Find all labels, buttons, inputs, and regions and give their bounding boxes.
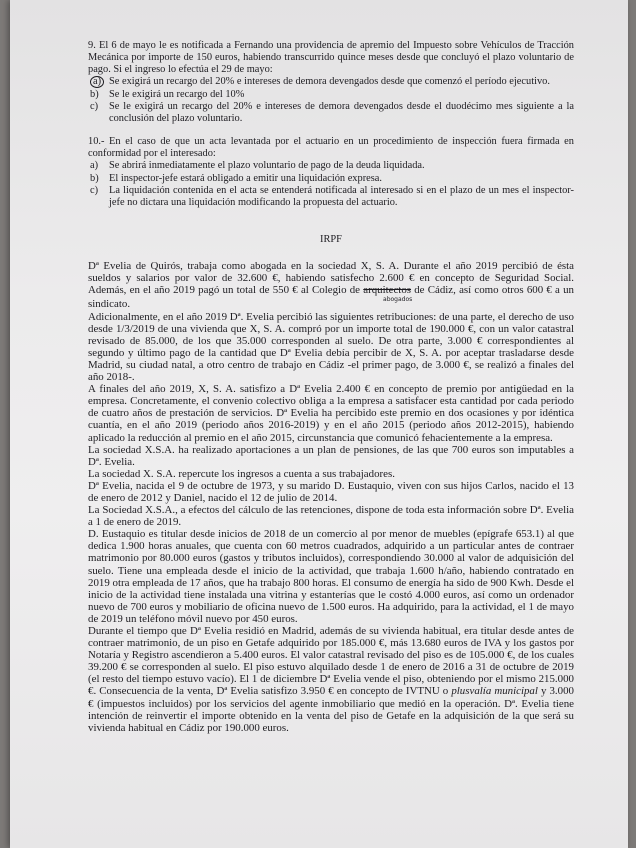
option-label: a) bbox=[90, 160, 99, 172]
option-text: Se exigirá un recargo del 20% e intereses de demora devengados desde que comenzó el período ejecutivo. bbox=[109, 76, 550, 88]
struck-word: arquitectos bbox=[363, 284, 412, 297]
italic-term: plusvalía municipal bbox=[451, 685, 538, 698]
case-paragraph-1 bbox=[88, 260, 574, 310]
case-paragraph-8: D. Eustaquio es titular desde inicios de 2018 de un comercio al por menor de muebles (epígrafe 653.1) al que dedica 1.900 horas anuales, que cuenta con 60 metros cuadrados, adquirido a un particular antes de contraer matrimonio por 80.000 euros (gastos y tributos incluidos), correspondiendo 30.000 al valor de adquisición del suelo. Tiene una empleada desde el inicio de la actividad, que trabaja 1.600 h/año, habiendo contratado en 2019 otra empleada de 17 años, que ha trabajo 800 horas. El consumo de energía ha sido de 900 Kwh. Desde el inicio de la actividad tiene instalada una vitrina y estanterías que le costó 4.000 euros, así como un ordenador nuevo de 700 euros y mobiliario de oficina nuevo de 1.500 euros. Ha adquirido, para la actividad, el 1 de mayo de 2019 un teléfono móvil nuevo por 450 euros. bbox=[88, 528, 574, 625]
case-text: Durante el tiempo que Dª Evelia residió en Madrid, además de su vivienda habitual, era titular desde antes de contraer matrimonio, de un piso en Getafe adquirido por 185.000 €, más 13.680 euros de IVA y los gastos por Notaría y Registro ascendieron a 5.400 euros. El valor catastral revisado del piso es de 105.000 €, de los cuales 39.200 € se corresponden al suelo. El piso estuvo alquilado desde 1 de enero de 2016 a 31 de octubre de 2019 (el resto del tiempo estuvo vacío). El 1 de diciembre Dª Evelia vende el piso, obteniendo por el mismo 215.000 €. Consecuencia de la venta, Dª Evelia satisfizo 3.950 € en concepto de IVTNU o bbox=[88, 625, 574, 698]
question-10-option-c bbox=[88, 185, 574, 209]
document-page bbox=[10, 0, 628, 848]
case-statement bbox=[88, 260, 574, 734]
option-text: La liquidación contenida en el acta se entenderá notificada al interesado si en el plazo de un mes el inspector-jefe no dictara una liquidación modificando la propuesta del actuario. bbox=[109, 184, 574, 208]
option-label: b) bbox=[90, 88, 99, 100]
question-9-text: 9. El 6 de mayo le es notificada a Fernando una providencia de apremio del Impuesto sobre Vehículos de Tracción Mecánica por importe de 150 euros, habiendo transcurrido quince meses desde que concluyó el plazo voluntario de pago. Si el ingreso lo efectúa el 29 de mayo: bbox=[88, 40, 574, 76]
question-10-text: 10.- En el caso de que un acta levantada por el actuario en un procedimiento de inspección fuera firmada en conformidad por el interesado: bbox=[88, 136, 574, 160]
case-paragraph-3: A finales del año 2019, X, S. A. satisfizo a Dª Evelia 2.400 € en concepto de premio por antigüedad en la empresa. Concretamente, el convenio colectivo obliga a la empresa a satisfacer esta cantidad por cada periodo de cuatro años de prestación de servicios. Dª Evelia ha percibido este premio en dos ocasiones y por idéntica cuantía, en el año 2019 (periodo años 2016-2019) y en el año 2015 (periodo años 2012-2015), habiendo aplicado la reducción al premio en el año 2015, circunstancia que comunicó fehacientemente a la empresa. bbox=[88, 383, 574, 444]
case-paragraph-2: Adicionalmente, en el año 2019 Dª. Evelia percibió las siguientes retribuciones: de una parte, el derecho de uso desde 1/3/2019 de una vivienda que X, S. A. compró por un importe total de 190.000 €, con un valor catastral revisado de 85.000, de los que 35.000 corresponden al suelo. De otra parte, 3.000 € correspondientes al segundo y último pago de la cantidad que Dª Evelia debía percibir de X, S. A. por aceptar trasladarse desde Madrid, su ciudad natal, a otro centro de trabajo en Cádiz -el primer pago, de 3.000 €, se realizó a finales del año 2018-. bbox=[88, 310, 574, 384]
question-10-option-a bbox=[88, 160, 574, 172]
question-10-option-b bbox=[88, 173, 574, 185]
option-label: c) bbox=[90, 184, 99, 196]
option-label-circled: a) bbox=[90, 76, 104, 88]
handwritten-correction: abogados bbox=[383, 296, 413, 304]
case-paragraph-5: La sociedad X. S.A. repercute los ingresos a cuenta a sus trabajadores. bbox=[88, 467, 395, 480]
question-9-option-a bbox=[88, 76, 574, 88]
case-paragraph-9 bbox=[88, 625, 574, 734]
question-9-option-c bbox=[88, 101, 574, 125]
option-text: Se le exigirá un recargo del 10% bbox=[109, 88, 245, 100]
option-text: El inspector-jefe estará obligado a emitir una liquidación expresa. bbox=[109, 172, 383, 184]
option-text: Se abrirá inmediatamente el plazo voluntario de pago de la deuda liquidada. bbox=[109, 160, 425, 172]
case-text: y 3.000 € (impuestos incluidos) por los servicios del agente inmobiliario que medió en la operación. Dª. Evelia tiene intención de reinvertir el importe obtenido en la venta del piso de Getafe en la adquisición de la que será su vivienda habitual en Cádiz por 190.000 euros. bbox=[88, 685, 574, 734]
question-9-option-b bbox=[88, 89, 574, 101]
option-text: Se le exigirá un recargo del 20% e intereses de demora devengados desde el duodécimo mes siguiente a la conclusión del plazo voluntario. bbox=[109, 100, 574, 124]
case-text: Dª Evelia de Quirós, trabaja como abogada en la sociedad X, S. A. Durante el año 2019 percibió de ésta sueldos y salarios por valor de 32.600 €, habiendo satisfecho 2.600 € en concepto de Seguridad Social. Además, en el año 2019 pagó un total de 550 € al Colegio de bbox=[88, 260, 574, 297]
case-text: de Cádiz, así como otros 600 € a un sindicato. bbox=[88, 284, 574, 311]
case-paragraph-4: La sociedad X.S.A. ha realizado aportaciones a un plan de pensiones, de las que 700 euros son imputables a Dª. Evelia. bbox=[88, 443, 574, 468]
document-text bbox=[88, 40, 574, 734]
option-label: b) bbox=[90, 172, 99, 184]
case-paragraph-6: Dª Evelia, nacida el 9 de octubre de 1973, y su marido D. Eustaquio, viven con sus hijos Carlos, nacido el 13 de enero de 2012 y Daniel, nacido el 12 de julio de 2014. bbox=[88, 479, 574, 504]
option-label: c) bbox=[90, 100, 99, 112]
case-paragraph-7: La Sociedad X.S.A., a efectos del cálculo de las retenciones, dispone de toda esta información sobre Dª. Evelia a 1 de enero de 2019. bbox=[88, 504, 574, 529]
section-title: IRPF bbox=[320, 234, 342, 246]
